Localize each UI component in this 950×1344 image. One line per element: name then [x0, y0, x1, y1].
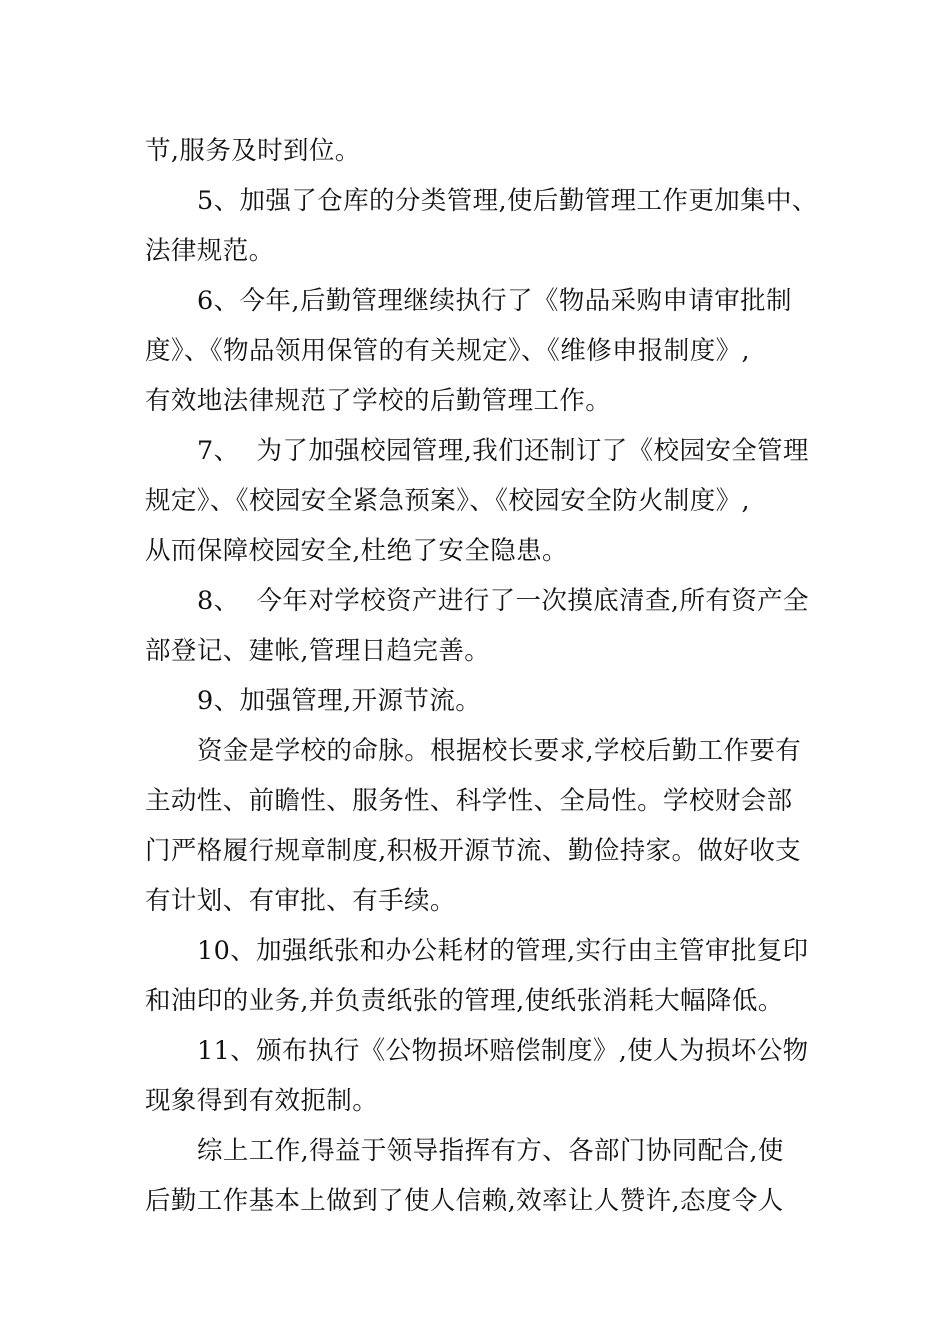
text-line: 后勤工作基本上做到了使人信赖,效率让人赞许,态度令人	[145, 1186, 784, 1216]
text-line: 和油印的业务,并负责纸张的管理,使纸张消耗大幅降低。	[145, 986, 784, 1016]
text-line: 有效地法律规范了学校的后勤管理工作。	[145, 386, 612, 416]
text-line: 度》、《物品领用保管的有关规定》、《维修申报制度》,	[145, 336, 751, 366]
text-line: 8、 今年对学校资产进行了一次摸底清查,所有资产全	[197, 586, 809, 616]
text-line: 11、颁布执行《公物损坏赔偿制度》,使人为损坏公物	[197, 1036, 809, 1066]
text-line: 10、加强纸张和办公耗材的管理,实行由主管审批复印	[197, 936, 809, 966]
text-line: 部登记、建帐,管理日趋完善。	[145, 636, 491, 666]
text-line: 6、今年,后勤管理继续执行了《物品采购申请审批制	[197, 286, 792, 316]
text-line: 规定》、《校园安全紧急预案》、《校园安全防火制度》,	[145, 486, 751, 516]
text-line: 7、 为了加强校园管理,我们还制订了《校园安全管理	[197, 436, 809, 466]
text-line: 5、加强了仓库的分类管理,使后勤管理工作更加集中、	[197, 186, 818, 216]
text-line: 综上工作,得益于领导指挥有方、各部门协同配合,使	[197, 1136, 784, 1166]
text-line: 资金是学校的命脉。根据校长要求,学校后勤工作要有	[197, 736, 802, 766]
text-line: 节,服务及时到位。	[145, 136, 361, 166]
text-line: 主动性、前瞻性、服务性、科学性、全局性。学校财会部	[145, 786, 793, 816]
text-line: 从而保障校园安全,杜绝了安全隐患。	[145, 536, 568, 566]
document-body	[145, 126, 818, 1226]
text-line: 门严格履行规章制度,积极开源节流、勤俭持家。做好收支	[145, 836, 802, 866]
text-line: 9、加强管理,开源节流。	[197, 686, 482, 716]
text-line: 现象得到有效扼制。	[145, 1086, 379, 1116]
text-line: 有计划、有审批、有手续。	[145, 886, 456, 916]
text-line: 法律规范。	[145, 236, 275, 266]
